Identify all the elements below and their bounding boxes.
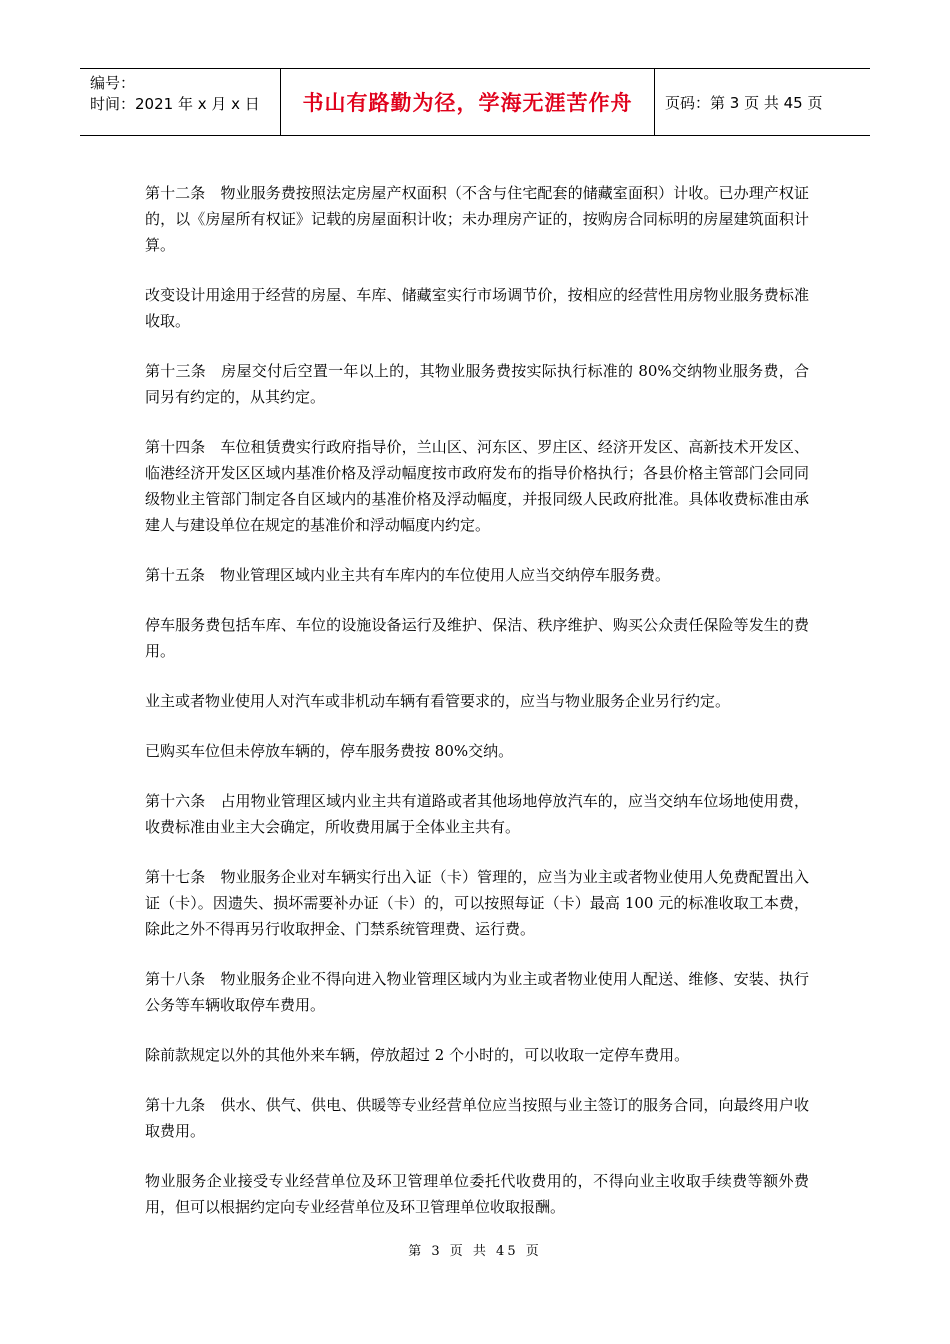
header-motto: 书山有路勤为径，学海无涯苦作舟 <box>281 69 655 135</box>
header-info <box>80 69 281 135</box>
paragraph: 除前款规定以外的其他外来车辆，停放超过 2 个小时的，可以收取一定停车费用。 <box>145 1046 690 1064</box>
page-header <box>80 68 870 136</box>
time-label: 时间：2021 年 x 月 x 日 <box>90 95 260 113</box>
paragraph: 第十八条 物业服务企业不得向进入物业管理区域内为业主或者物业使用人配送、维修、安装、执行公务等车辆收取停车费用。 <box>145 970 809 1014</box>
document-body <box>145 180 809 1244</box>
paragraph: 物业服务企业接受专业经营单位及环卫管理单位委托代收费用的，不得向业主收取手续费等额外费用，但可以根据约定向专业经营单位及环卫管理单位收取报酬。 <box>145 1172 809 1216</box>
paragraph: 第十二条 物业服务费按照法定房屋产权面积（不含与住宅配套的储藏室面积）计收。已办理产权证的，以《房屋所有权证》记载的房屋面积计收；未办理房产证的，按购房合同标明的房屋建筑面积计算。 <box>145 184 809 254</box>
paragraph: 第十七条 物业服务企业对车辆实行出入证（卡）管理的，应当为业主或者物业使用人免费配置出入证（卡）。因遗失、损坏需要补办证（卡）的，可以按照每证（卡）最高 100 元的标准收取工本费，除此之外不得再另行收取押金、门禁系统管理费、运行费。 <box>145 868 809 938</box>
paragraph: 第十六条 占用物业管理区域内业主共有道路或者其他场地停放汽车的，应当交纳车位场地使用费，收费标准由业主大会确定，所收费用属于全体业主共有。 <box>145 792 809 836</box>
paragraph: 第十三条 房屋交付后空置一年以上的，其物业服务费按实际执行标准的 80%交纳物业服务费，合同另有约定的，从其约定。 <box>145 362 809 406</box>
number-label: 编号： <box>90 74 136 92</box>
paragraph: 业主或者物业使用人对汽车或非机动车辆有看管要求的，应当与物业服务企业另行约定。 <box>145 692 731 710</box>
paragraph: 已购买车位但未停放车辆的，停车服务费按 80%交纳。 <box>145 742 514 760</box>
paragraph: 第十五条 物业管理区域内业主共有车库内的车位使用人应当交纳停车服务费。 <box>145 566 671 584</box>
header-page-label: 页码：第 3 页 共 45 页 <box>665 93 823 112</box>
paragraph: 停车服务费包括车库、车位的设施设备运行及维护、保洁、秩序维护、购买公众责任保险等发生的费用。 <box>145 616 809 660</box>
paragraph: 第十四条 车位租赁费实行政府指导价，兰山区、河东区、罗庄区、经济开发区、高新技术开发区、临港经济开发区区域内基准价格及浮动幅度按市政府发布的指导价格执行；各县价格主管部门会同同级物业主管部门制定各自区域内的基准价格及浮动幅度，并报同级人民政府批准。具体收费标准由承建人与建设单位在规定的基准价和浮动幅度内约定。 <box>145 438 809 534</box>
paragraph: 第十九条 供水、供气、供电、供暖等专业经营单位应当按照与业主签订的服务合同，向最终用户收取费用。 <box>145 1096 809 1140</box>
paragraph: 改变设计用途用于经营的房屋、车库、储藏室实行市场调节价，按相应的经营性用房物业服务费标准收取。 <box>145 286 809 330</box>
page-footer: 第 3 页 共 45 页 <box>408 1244 542 1259</box>
